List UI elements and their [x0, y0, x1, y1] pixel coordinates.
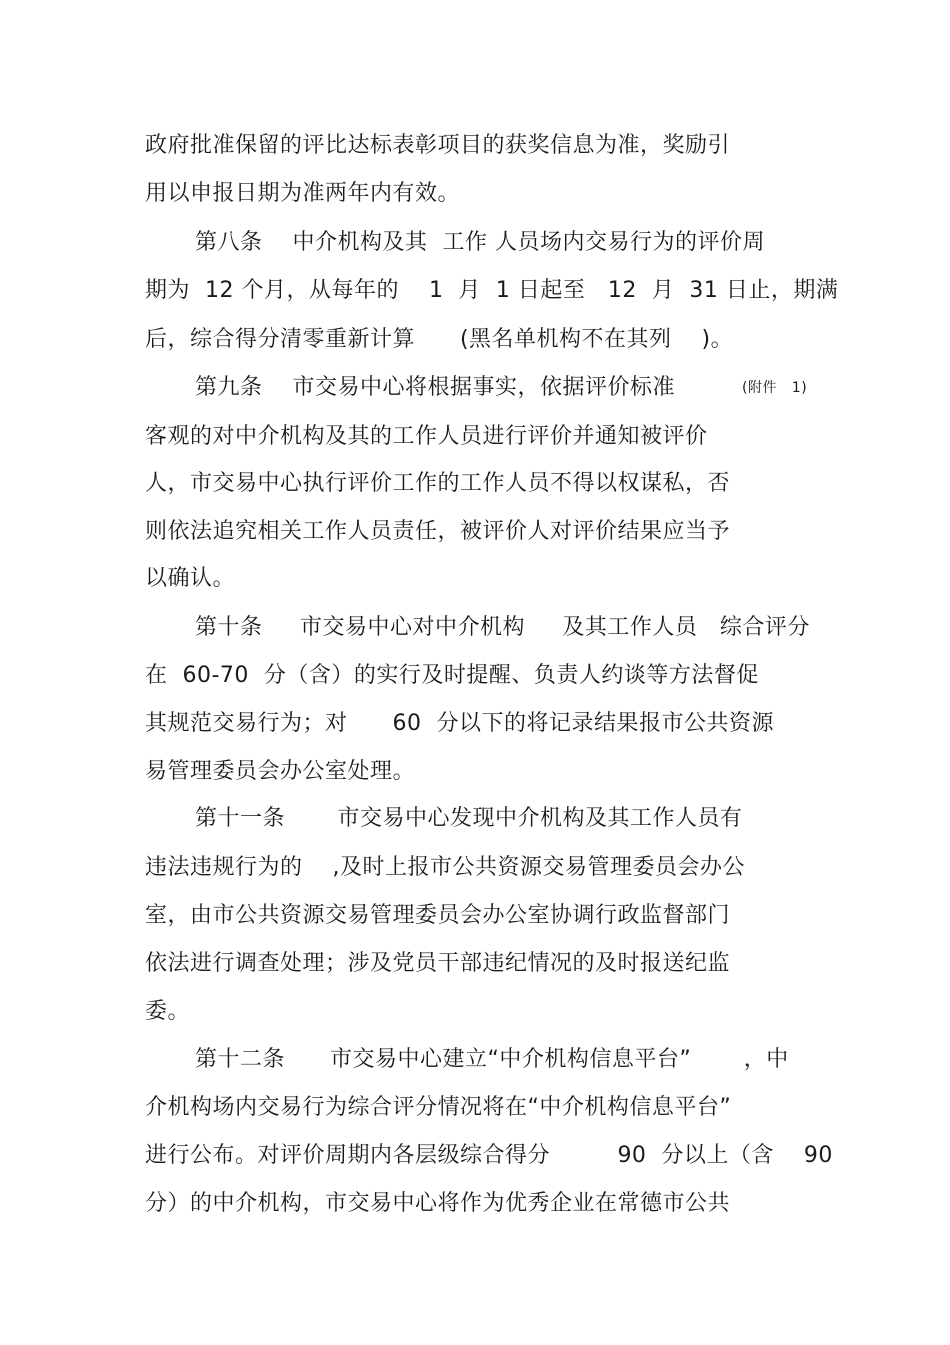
text-line: 依法进行调查处理；涉及党员干部违纪情况的及时报送纪监 [145, 951, 731, 976]
text-line: 在 60-70 分（含）的实行及时提醒、负责人约谈等方法督促 [145, 663, 759, 688]
text-line: 客观的对中介机构及其的工作人员进行评价并通知被评价 [145, 424, 708, 449]
text-line: 委。 [145, 999, 191, 1024]
article-10-heading-line: 第十条 市交易中心对中介机构 及其工作人员 综合评分 [195, 615, 810, 640]
text-line: 其规范交易行为；对 60 分以下的将记录结果报市公共资源 [145, 711, 774, 736]
article-11-heading-line: 第十一条 市交易中心发现中介机构及其工作人员有 [195, 806, 743, 831]
text-line: 用以申报日期为准两年内有效。 [145, 181, 461, 206]
text-line: 则依法追究相关工作人员责任，被评价人对评价结果应当予 [145, 519, 731, 544]
attachment-note: (附件 1) [742, 380, 808, 396]
text-line: 分）的中介机构，市交易中心将作为优秀企业在常德市公共 [145, 1191, 731, 1216]
text-line: 介机构场内交易行为综合评分情况将在“中介机构信息平台” [145, 1095, 732, 1120]
text-line: 易管理委员会办公室处理。 [145, 759, 416, 784]
text-line: 政府批准保留的评比达标表彰项目的获奖信息为准，奖励引 [145, 133, 731, 158]
text-line: 室，由市公共资源交易管理委员会办公室协调行政监督部门 [145, 903, 731, 928]
text-line: 违法违规行为的 ,及时上报市公共资源交易管理委员会办公 [145, 855, 745, 880]
text-line: 期为 12 个月，从每年的 1 月 1 日起至 12 月 31 日止，期满 [145, 278, 839, 303]
article-8-heading-line: 第八条 中介机构及其 工作 人员场内交易行为的评价周 [195, 230, 765, 255]
text-line: 人，市交易中心执行评价工作的工作人员不得以权谋私，否 [145, 471, 731, 496]
article-12-heading-line: 第十二条 市交易中心建立“中介机构信息平台” ，中 [195, 1047, 789, 1072]
text-line: 以确认。 [145, 566, 236, 591]
text-line: 后，综合得分清零重新计算 (黑名单机构不在其列 )。 [145, 327, 734, 352]
text-line: 进行公布。对评价周期内各层级综合得分 90 分以上（含 90 [145, 1143, 833, 1168]
article-9-heading-line: 第九条 市交易中心将根据事实，依据评价标准 [195, 375, 675, 400]
